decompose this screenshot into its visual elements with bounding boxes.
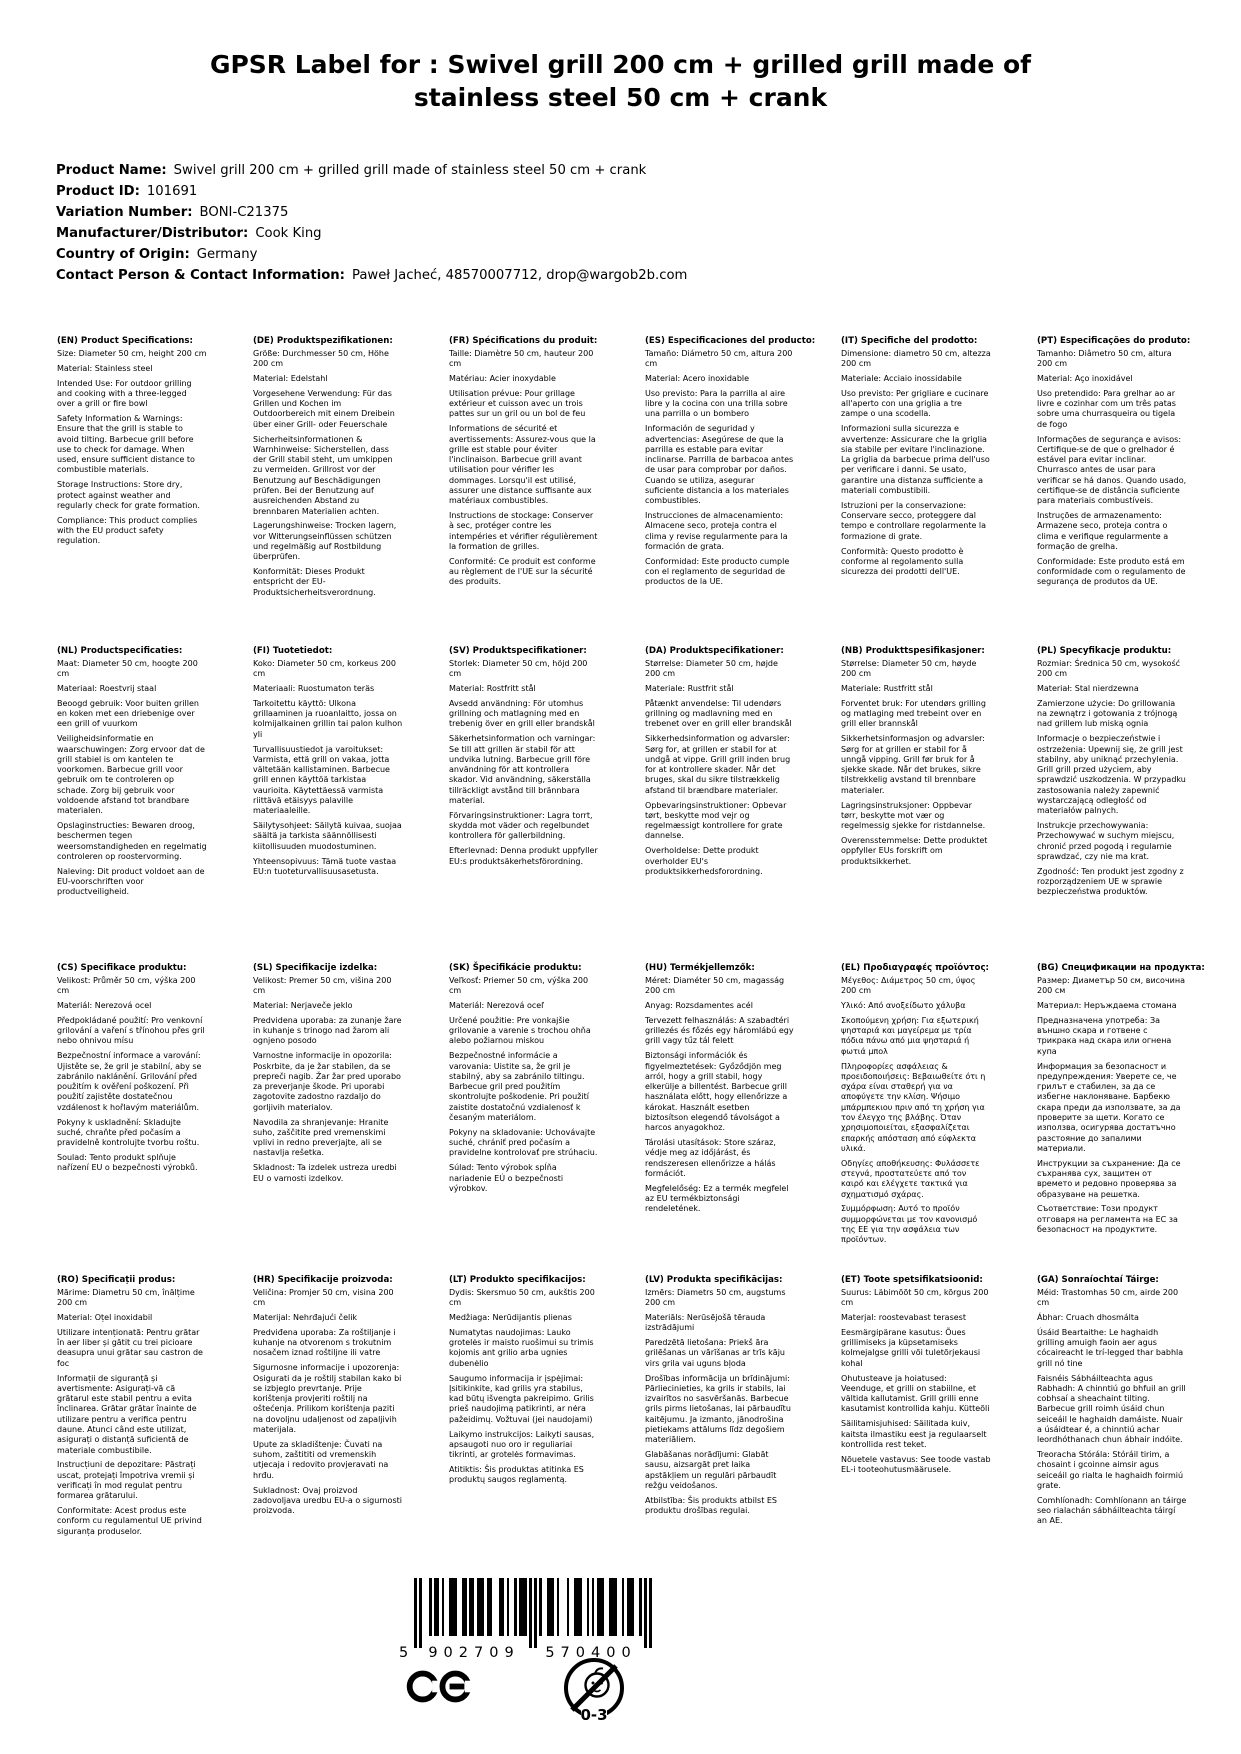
product-info-row (56, 160, 687, 181)
barcode-group-2: 570400 (545, 1645, 637, 1661)
spec-paragraph: Instruções de armazenamento: Armazene seco, proteja contra o clima e verifique regularmente a formação de grelha. (1037, 511, 1169, 552)
spec-paragraph: Intended Use: For outdoor grilling and cooking with a three-legged over a grill or fire bowl (57, 378, 192, 409)
spec-paragraph: Yhteensopivuus: Tämä tuote vastaa EU:n tuoteturvallisuusasetusta. (253, 856, 397, 876)
spec-paragraph: Dimensione: diametro 50 cm, altezza 200 cm (841, 349, 991, 369)
spec-paragraph: Съответствие: Този продукт отговаря на регламента на ЕС за безопасност на продуктите. (1037, 1204, 1178, 1235)
language-block-hu (645, 963, 795, 1275)
spec-paragraph: Material: Oțel inoxidabil (57, 1313, 153, 1323)
language-block-nb (841, 646, 991, 963)
spec-paragraph: Size: Diameter 50 cm, height 200 cm (57, 349, 207, 358)
language-block-es (645, 336, 816, 646)
language-block-heading: (EN) Product Specifications: (57, 336, 193, 346)
spec-paragraph: Atitiktis: Šis produktas atitinka ES produktų saugos reglamentą. (449, 1464, 584, 1485)
spec-paragraph: Drošības informācija un brīdinājumi: Pārliecinieties, ka grils ir stabils, lai izvairītos no sasvēršanās. Barbecue grils pirms lietošanas, lai pārbaudītu kaitējumu. Ja izmanto, jānodrošina pietiekams attālums līdz degošiem materiāliem. (645, 1373, 791, 1445)
language-block-de (253, 336, 403, 646)
spec-paragraph: Varnostne informacije in opozorila: Poskrbite, da je žar stabilen, da se prepreči nagib. Žar žar pred uporabo za preverjanje škode. Pri uporabi zagotovite zadostno razdaljo do gorljivih materialov. (253, 1051, 401, 1112)
spec-paragraph: Taille: Diamètre 50 cm, hauteur 200 cm (449, 349, 594, 369)
spec-paragraph: Velikost: Premer 50 cm, višina 200 cm (253, 976, 392, 996)
spec-paragraph: Materiale: Acciaio inossidabile (841, 374, 962, 384)
spec-paragraph: Conformità: Questo prodotto è conforme al regolamento sulla sicurezza dei prodotti dell'UE. (841, 546, 964, 577)
title-line-2: stainless steel 50 cm + crank (413, 83, 828, 112)
info-value: Swivel grill 200 cm + grilled grill made of stainless steel 50 cm + crank (173, 163, 647, 178)
ce-mark-icon (406, 1668, 472, 1705)
spec-paragraph: Istruzioni per la conservazione: Conservare secco, proteggere dal tempo e controllare regolarmente la formazione di grate. (841, 500, 987, 541)
barcode-first-digit: 5 (399, 1645, 409, 1661)
spec-paragraph: Säilytysohjeet: Säilytä kuivaa, suojaa säältä ja tarkista säännöllisesti kiitollisuuden muodostuminen. (253, 821, 402, 851)
language-block-heading: (LT) Produkto specifikacijos: (449, 1275, 586, 1285)
spec-paragraph: Förvaringsinstruktioner: Lagra torrt, skydda mot väder och regelbundet kontrollera för gallerbildning. (449, 810, 593, 841)
spec-paragraph: Инструкции за съхранение: Да се съхранява сух, защитен от времето и редовно проверява за образуване на решетка. (1037, 1158, 1181, 1199)
spec-paragraph: Materijal: Nehrđajući čelik (253, 1313, 358, 1323)
spec-paragraph: Materiale: Rustfritt stål (841, 684, 933, 694)
language-block-ro (57, 1275, 207, 1542)
spec-paragraph: Sukladnost: Ovaj proizvod zadovoljava uredbu EU-a o sigurnosti proizvoda. (253, 1485, 402, 1516)
spec-paragraph: Informações de segurança e avisos: Certifique-se de que o grelhador é estável para evitar inclinar. Churrasco antes de usar para verificar se há danos. Quando usado, certifique-se de distância suficiente para materiais combustíveis. (1037, 434, 1187, 506)
language-block-hr (253, 1275, 403, 1542)
spec-paragraph: Mărime: Diametru 50 cm, înălțime 200 cm (57, 1288, 195, 1308)
info-label: Country of Origin: (56, 247, 190, 262)
product-info-row (56, 223, 687, 244)
spec-paragraph: Materjal: roostevabast terasest (841, 1313, 966, 1323)
spec-paragraph: Σκοπούμενη χρήση: Για εξωτερική ψησταριά και μαγείρεμα με τρία πόδια πάνω από μια ψησταριά ή φωτιά μπολ (841, 1015, 979, 1056)
spec-paragraph: Méid: Trastomhas 50 cm, airde 200 cm (1037, 1288, 1179, 1308)
language-block-heading: (SK) Špecifikácie produktu: (449, 963, 582, 973)
spec-paragraph: Größe: Durchmesser 50 cm, Höhe 200 cm (253, 349, 389, 369)
spec-paragraph: Conformitate: Acest produs este conform cu regulamentul UE privind siguranța produselor. (57, 1506, 202, 1536)
spec-paragraph: Lagerungshinweise: Trocken lagern, vor Witterungseinflüssen schützen und regelmäßig auf Rostbildung überprüfen. (253, 521, 397, 562)
info-label: Contact Person & Contact Information: (56, 268, 345, 283)
spec-paragraph: Predvidena uporaba: za zunanje žare in kuhanje s trinogo nad žarom ali ognjeno posodo (253, 1015, 402, 1046)
spec-paragraph: Atbilstība: Šis produkts atbilst ES produktu drošības regulai. (645, 1495, 778, 1516)
product-info-row (56, 202, 687, 223)
spec-paragraph: Storlek: Diameter 50 cm, höjd 200 cm (449, 659, 588, 679)
age-warning-0-3-icon (560, 1654, 628, 1728)
spec-paragraph: Sikkerhetsinformasjon og advarsler: Sørg for at grillen er stabil for å unngå vipping. Grill før bruk for å sjekke skade. Når det brukes, sikre tilstrekkelig avstand til brennbare materialer. (841, 734, 985, 795)
language-block-bg (1037, 963, 1205, 1275)
spec-paragraph: Efterlevnad: Denna produkt uppfyller EU:s produktsäkerhetsförordning. (449, 846, 598, 866)
info-label: Product ID: (56, 184, 140, 199)
spec-paragraph: Pokyny na skladovanie: Uchovávajte suché, chrániť pred počasím a pravidelne kontrolovať pre strúhaciu. (449, 1127, 598, 1158)
spec-paragraph: Συμμόρφωση: Αυτό το προϊόν συμμορφώνεται με τον κανονισμό της ΕΕ για την ασφάλεια των προϊόντων. (841, 1204, 978, 1245)
language-block-ga (1037, 1275, 1187, 1542)
spec-paragraph: Material: Nerjaveče jeklo (253, 1001, 353, 1011)
spec-paragraph: Tamaño: Diámetro 50 cm, altura 200 cm (645, 349, 793, 369)
language-block-heading: (HU) Termékjellemzők: (645, 963, 755, 973)
info-label: Manufacturer/Distributor: (56, 226, 249, 241)
language-block-heading: (CS) Specifikace produktu: (57, 963, 187, 973)
spec-paragraph: Navodila za shranjevanje: Hranite suho, zaščitite pred vremenskimi vplivi in redno preverjajte, ali se nastavlja rešetka. (253, 1117, 389, 1158)
language-spec-grid (57, 336, 1205, 1542)
spec-paragraph: Numatytas naudojimas: Lauko grotelės ir maisto ruošimui su trimis kojomis ant grilio arba ugnies dubenėlio (449, 1327, 594, 1368)
language-block-fr (449, 336, 599, 646)
spec-paragraph: Comhlíonadh: Comhlíonann an táirge seo rialachán sábháilteachta táirgí an AE. (1037, 1495, 1187, 1526)
info-value: Germany (196, 247, 258, 262)
language-block-it (841, 336, 991, 646)
language-block-et (841, 1275, 991, 1542)
spec-paragraph: Conformidade: Este produto está em conformidade com o regulamento de segurança de produtos da UE. (1037, 556, 1186, 587)
language-block-heading: (IT) Specifiche del prodotto: (841, 336, 978, 346)
spec-paragraph: Informații de siguranță și avertismente: Asigurați-vă că grătarul este stabil pentru a evita înclinarea. Grătar grătar înainte de utilizare pentru a verifica pentru daune. Atunci când este utilizat, asigurați o distanță suficientă de materiale combustibile. (57, 1373, 197, 1455)
spec-paragraph: Materiał: Stal nierdzewna (1037, 684, 1139, 694)
spec-paragraph: Instrucțiuni de depozitare: Păstrați uscat, protejați împotriva vremii și verificați în mod regulat pentru formarea grătarului. (57, 1460, 196, 1501)
spec-paragraph: Megfelelőség: Ez a termék megfelel az EU termékbiztonsági rendeletének. (645, 1183, 789, 1214)
spec-paragraph: Skladnost: Ta izdelek ustreza uredbi EU o varnosti izdelkov. (253, 1163, 397, 1183)
language-block-sl (253, 963, 403, 1275)
spec-paragraph: Materiál: Nerezová oceľ (449, 1001, 545, 1011)
spec-paragraph: Compliance: This product complies with the EU product safety regulation. (57, 515, 198, 546)
spec-paragraph: Upute za skladištenje: Čuvati na suhom, zaštititi od vremenskih utjecaja i redovito provjeravati na hrđu. (253, 1439, 389, 1480)
info-value: 101691 (146, 184, 198, 199)
spec-paragraph: Predviđena uporaba: Za roštiljanje i kuhanje na otvorenom s trokutnim nosačem iznad roštiljne ili vatre (253, 1327, 396, 1358)
spec-paragraph: Tárolási utasítások: Store száraz, védje meg az időjárást, és rendszeresen ellenőrizze a hálás formációt. (645, 1138, 776, 1179)
ean13-barcode (399, 1578, 652, 1666)
spec-paragraph: Koko: Diameter 50 cm, korkeus 200 cm (253, 659, 396, 679)
spec-paragraph: Glabāšanas norādījumi: Glabāt sausu, aizsargāt pret laika apstākļiem un regulāri pārbaudīt režģu veidošanos. (645, 1450, 777, 1491)
spec-paragraph: Material: Rostfritt stål (449, 684, 536, 694)
spec-paragraph: Určené použitie: Pre vonkajšie grilovanie a varenie s trochou ohňa alebo požiarnou miskou (449, 1015, 591, 1046)
spec-paragraph: Maat: Diameter 50 cm, hoogte 200 cm (57, 659, 198, 679)
spec-paragraph: Materiaali: Ruostumaton teräs (253, 684, 375, 694)
spec-paragraph: Ohutusteave ja hoiatused: Veenduge, et grilli on stabiilne, et vältida kallutamist. Grill grilli enne kasutamist kontrollida kahju. Kütteõli (841, 1373, 990, 1414)
spec-paragraph: Οδηγίες αποθήκευσης: Φυλάσσετε στεγνά, προστατεύετε από τον καιρό και ελέγχετε τακτικά για σχηματισμό σχάρας. (841, 1158, 980, 1199)
product-info-row (56, 265, 687, 286)
spec-paragraph: Informacje o bezpieczeństwie i ostrzeżenia: Upewnij się, że grill jest stabilny, aby uniknąć przechylenia. Grill grill przed użyciem, aby sprawdzić uszkodzenia. W przypadku zastosowania należy zapewnić wystarczającą odległość od materiałów palnych. (1037, 734, 1186, 816)
spec-paragraph: Material: Aço inoxidável (1037, 374, 1133, 384)
spec-paragraph: Säilitamisjuhised: Säilitada kuiv, kaitsta ilmastiku eest ja regulaarselt kontrollida rest teket. (841, 1419, 987, 1449)
spec-paragraph: Izmērs: Diametrs 50 cm, augstums 200 cm (645, 1288, 786, 1308)
info-label: Variation Number: (56, 205, 193, 220)
info-value: Cook King (255, 226, 322, 241)
spec-paragraph: Uso previsto: Per grigliare e cucinare all'aperto con una griglia a tre zampe o una scodella. (841, 388, 989, 419)
spec-paragraph: Treoracha Stórála: Stóráil tirim, a chosaint i gcoinne aimsir agus seiceáil go rialta le haghaidh foirmiú grate. (1037, 1450, 1184, 1491)
spec-paragraph: Zgodność: Ten produkt jest zgodny z rozporządzeniem UE w sprawie bezpieczeństwa produktów. (1037, 866, 1184, 897)
spec-paragraph: Rozmiar: Średnica 50 cm, wysokość 200 cm (1037, 659, 1181, 679)
spec-paragraph: Bezpečnostní informace a varování: Ujistěte se, že gril je stabilní, aby se zabránilo naklánění. Grilování před použitím k ověření poškození. Při použití zajistěte dostatečnou vzdálenost k hořlavým materiálům. (57, 1051, 202, 1112)
spec-paragraph: Súlad: Tento výrobok spĺňa nariadenie EÚ o bezpečnosti výrobkov. (449, 1163, 564, 1193)
language-block-heading: (ES) Especificaciones del producto: (645, 336, 816, 346)
spec-paragraph: Μέγεθος: Διάμετρος 50 cm, ύψος 200 cm (841, 976, 976, 996)
product-info-section (56, 160, 687, 286)
spec-paragraph: Safety Information & Warnings: Ensure that the grill is stable to avoid tilting. Barbecue grill before use to check for damage. When used, ensure sufficient distance to combustible materials. (57, 413, 195, 475)
spec-paragraph: Предназначена употреба: За външно скара и готвене с трикрака над скара или огнена купа (1037, 1015, 1172, 1056)
spec-paragraph: Material: Edelstahl (253, 374, 328, 384)
spec-paragraph: Información de seguridad y advertencias: Asegúrese de que la parrilla es estable para evitar inclinarse. Parrilla de barbacoa antes de usar para comprobar por daños. Cuando se utiliza, asegurar suficiente distancia a los materiales combustibles. (645, 424, 794, 506)
language-block-fi (253, 646, 403, 963)
info-value: Paweł Jacheć, 48570007712, drop@wargob2b.com (351, 268, 688, 283)
spec-paragraph: Informazioni sulla sicurezza e avvertenze: Assicurare che la griglia sia stabile per evitare l'inclinazione. La griglia da barbecue prima dell'uso per verificare i danni. Se usato, garantire una distanza sufficiente a materiali combustibili. (841, 424, 990, 496)
spec-paragraph: Zamierzone użycie: Do grillowania na zewnątrz i gotowania z trójnogą nad grillem lub miską ognia (1037, 698, 1178, 729)
language-block-heading: (BG) Спецификации на продукта: (1037, 963, 1205, 973)
spec-paragraph: Overensstemmelse: Dette produktet oppfyller EUs forskrift om produktsikkerhet. (841, 835, 988, 866)
spec-paragraph: Instrucciones de almacenamiento: Almacene seco, proteja contra el clima y revise regularmente para la formación de grata. (645, 511, 788, 552)
language-block-heading: (PL) Specyfikacje produktu: (1037, 646, 1172, 656)
language-block-heading: (NL) Productspecificaties: (57, 646, 183, 656)
info-value: BONI-C21375 (199, 205, 289, 220)
spec-paragraph: Turvallisuustiedot ja varoitukset: Varmista, että grill on vakaa, jotta vältetään kallistaminen. Barbecue grill ennen käyttöä tarkistaa vaurioita. Käytettäessä varmista riittävä etäisyys palaville materiaaleille. (253, 744, 390, 816)
language-block-heading: (SV) Produktspecifikationer: (449, 646, 587, 656)
language-block-heading: (SL) Specifikacije izdelka: (253, 963, 378, 973)
spec-paragraph: Vorgesehene Verwendung: Für das Grillen und Kochen im Outdoorbereich mit einem Dreibein über einer Grill- oder Feuerschale (253, 388, 395, 429)
spec-paragraph: Instrukcje przechowywania: Przechowywać w suchym miejscu, chronić przed pogodą i regularnie sprawdzać, czy nie ma krat. (1037, 821, 1175, 862)
spec-paragraph: Instructions de stockage: Conserver à sec, protéger contre les intempéries et vérifier régulièrement la formation de grilles. (449, 511, 598, 552)
spec-paragraph: Tervezett felhasználás: A szabadtéri grillezés és főzés egy háromlábú egy grill vagy tűz tál felett (645, 1015, 794, 1046)
spec-paragraph: Storage Instructions: Store dry, protect against weather and regularly check for grate formation. (57, 480, 200, 510)
spec-paragraph: Uso pretendido: Para grelhar ao ar livre e cozinhar com um três patas sobre uma churrasqueira ou tigela de fogo (1037, 388, 1176, 429)
spec-paragraph: Anyag: Rozsdamentes acél (645, 1001, 753, 1011)
spec-paragraph: Material: Acero inoxidable (645, 374, 750, 384)
spec-paragraph: Πληροφορίες ασφάλειας & προειδοποιήσεις: Βεβαιωθείτε ότι η σχάρα είναι σταθερή για να αποφύγετε την κλίση. Ψήσιμο μπάρμπεκιου πριν από τη χρήση για τον έλεγχο της βλάβης. Όταν χρησιμοποιείται, εξασφαλίζεται επαρκής απόσταση από εύφλεκτα υλικά. (841, 1061, 986, 1153)
spec-paragraph: Conformidad: Este producto cumple con el reglamento de seguridad de productos de la UE. (645, 556, 790, 587)
spec-paragraph: Eesmärgipärane kasutus: Õues grillimiseks ja küpsetamiseks kolmejalgse grilli või tuletõrjekausi kohal (841, 1327, 981, 1368)
spec-paragraph: Medžiaga: Nerūdijantis plienas (449, 1313, 572, 1323)
spec-paragraph: Veľkosť: Priemer 50 cm, výška 200 cm (449, 976, 589, 996)
info-label: Product Name: (56, 163, 167, 178)
spec-paragraph: Předpokládané použití: Pro venkovní grilování a vaření s třínohou přes gril nebo ohnivou mísu (57, 1015, 205, 1046)
language-block-sk (449, 963, 599, 1275)
spec-paragraph: Informations de sécurité et avertissements: Assurez-vous que la grille est stable pour éviter l'inclinaison. Barbecue grill avant utilisation pour vérifier les dommages. Lorsqu'il est utilisé, assurer une distance suffisante aux matériaux combustibles. (449, 424, 596, 506)
barcode-group-1: 902709 (428, 1645, 520, 1661)
language-block-sv (449, 646, 599, 963)
barcode-bars (414, 1578, 652, 1648)
language-block-pt (1037, 336, 1191, 646)
spec-paragraph: Velikost: Průměr 50 cm, výška 200 cm (57, 976, 196, 996)
product-info-row (56, 181, 687, 202)
spec-paragraph: Размер: Диаметър 50 см, височина 200 см (1037, 976, 1186, 996)
spec-paragraph: Úsáid Beartaithe: Le haghaidh grilling amuigh faoin aer agus cócaireacht le trí-legged thar babhla grill nó tine (1037, 1327, 1184, 1368)
spec-paragraph: Beoogd gebruik: Voor buiten grillen en koken met een driebenige over een grill of vuurkom (57, 698, 199, 729)
language-block-heading: (FI) Tuotetiedot: (253, 646, 333, 656)
spec-paragraph: Materiāls: Nerūsējošā tērauda izstrādājumi (645, 1313, 766, 1333)
spec-paragraph: Suurus: Läbimõõt 50 cm, kõrgus 200 cm (841, 1288, 989, 1308)
spec-paragraph: Sicherheitsinformationen & Warnhinweise: Sicherstellen, dass der Grill stabil steht, um umkippen zu vermeiden. Grillrost vor der Benutzung auf Beschädigungen prüfen. Bei der Benutzung auf ausreichenden Abstand zu brennbaren Materialien achten. (253, 434, 393, 516)
language-block-heading: (GA) Sonraíochtaí Táirge: (1037, 1275, 1159, 1285)
spec-paragraph: Ábhar: Cruach dhosmálta (1037, 1313, 1139, 1323)
spec-paragraph: Bezpečnostné informácie a varovania: Uistite sa, že gril je stabilný, aby sa zabránilo tiltingu. Barbecue gril pred použitím skontrolujte poškodenie. Pri použití zaistite dostatočnú vzdialenosť k česaným materiálom. (449, 1051, 589, 1123)
spec-paragraph: Uso previsto: Para la parrilla al aire libre y la cocina con una trilla sobre una parrilla o un bombero (645, 388, 788, 419)
language-block-lv (645, 1275, 795, 1542)
spec-paragraph: Påtænkt anvendelse: Til udendørs grillning og madlavning med en trebenet over en grill eller brandskål (645, 698, 792, 729)
spec-paragraph: Material: Stainless steel (57, 363, 153, 373)
language-block-heading: (PT) Especificações do produto: (1037, 336, 1191, 346)
spec-paragraph: Lagringsinstruksjoner: Oppbevar tørr, beskytte mot vær og regelmessig sjekke for ristdannelse. (841, 800, 986, 831)
language-block-el (841, 963, 991, 1275)
spec-paragraph: Sigurnosne informacije i upozorenja: Osigurati da je roštilj stabilan kako bi se izbjeglo prevrtanje. Prije korištenja provjeriti roštilj na oštećenja. Prilikom korištenja paziti na dovoljnu udaljenost od zapaljivih materijala. (253, 1363, 402, 1435)
spec-paragraph: Tarkoitettu käyttö: Ulkona grillaaminen ja ruoanlaitto, jossa on kolmijalkainen grillin tai palon kulhon yli (253, 698, 403, 739)
language-block-heading: (RO) Specificații produs: (57, 1275, 176, 1285)
spec-paragraph: Materiaal: Roestvrij staal (57, 684, 157, 694)
spec-paragraph: Paredzētā lietošana: Priekš āra grilēšanas un vārīšanas ar trīs kāju virs grila vai uguns bļoda (645, 1338, 785, 1368)
spec-paragraph: Utilizare intenționată: Pentru grătar în aer liber și gătit cu trei picioare deasupra unui grătar sau castron de foc (57, 1327, 203, 1368)
page-title (0, 48, 1241, 114)
spec-paragraph: Biztonsági információk és figyelmeztetések: Győződjön meg arról, hogy a grill stabil, hogy elkerülje a billentést. Barbecue grill használata előtt, hogy ellenőrizze a károkat. Használt esetben biztosítson elegendő távolságot a harcos anyagokhoz. (645, 1051, 788, 1133)
spec-paragraph: Nõuetele vastavus: See toode vastab EL-i tooteohutusmäärusele. (841, 1454, 991, 1474)
spec-paragraph: Konformität: Dieses Produkt entspricht der EU-Produktsicherheitsverordnung. (253, 567, 376, 597)
title-line-1: GPSR Label for : Swivel grill 200 cm + grilled grill made of (209, 50, 1032, 79)
spec-paragraph: Материал: Неръждаема стомана (1037, 1001, 1177, 1011)
spec-paragraph: Veličina: Promjer 50 cm, visina 200 cm (253, 1288, 394, 1308)
language-block-heading: (DE) Produktspezifikationen: (253, 336, 393, 346)
language-block-en (57, 336, 207, 646)
spec-paragraph: Opslaginstructies: Bewaren droog, beschermen tegen weersomstandigheden en regelmatig controleren op roostervorming. (57, 821, 207, 862)
spec-paragraph: Soulad: Tento produkt splňuje nařízení EU o bezpečnosti výrobků. (57, 1152, 198, 1173)
language-block-heading: (DA) Produktspecifikationer: (645, 646, 784, 656)
language-block-da (645, 646, 795, 963)
spec-paragraph: Pokyny k uskladnění: Skladujte suché, chraňte před počasím a pravidelně kontrolujte tvorbu roštu. (57, 1117, 200, 1148)
spec-paragraph: Overholdelse: Dette produkt overholder EU's produktsikkerhedsforordning. (645, 846, 763, 876)
spec-paragraph: Conformité: Ce produit est conforme au règlement de l'UE sur la sécurité des produits. (449, 556, 596, 587)
language-block-heading: (NB) Produkttspesifikasjoner: (841, 646, 985, 656)
language-block-nl (57, 646, 207, 963)
language-block-pl (1037, 646, 1187, 963)
spec-paragraph: Materiale: Rustfrit stål (645, 684, 734, 694)
language-block-heading: (ET) Toote spetsifikatsioonid: (841, 1275, 983, 1285)
product-info-row (56, 244, 687, 265)
spec-paragraph: Tamanho: Diâmetro 50 cm, altura 200 cm (1037, 349, 1172, 369)
spec-paragraph: Utilisation prévue: Pour grillage extérieur et cuisson avec un trois pattes sur un gril ou un bol de feu (449, 388, 586, 419)
spec-paragraph: Størrelse: Diameter 50 cm, højde 200 cm (645, 659, 778, 679)
spec-paragraph: Dydis: Skersmuo 50 cm, aukštis 200 cm (449, 1288, 595, 1308)
spec-paragraph: Veiligheidsinformatie en waarschuwingen: Zorg ervoor dat de grill stabiel is om kantelen te voorkomen. Barbecue grill voor gebruik om te controleren op schade. Zorg bij gebruik voor voldoende afstand tot brandbare materialen. (57, 734, 205, 816)
language-block-heading: (FR) Spécifications du produit: (449, 336, 598, 346)
language-block-lt (449, 1275, 599, 1542)
spec-paragraph: Υλικό: Από ανοξείδωτο χάλυβα (841, 1001, 966, 1011)
language-block-heading: (LV) Produkta specifikācijas: (645, 1275, 783, 1285)
spec-paragraph: Opbevaringsinstruktioner: Opbevar tørt, beskytte mod vejr og regelmæssigt kontrollere for grate dannelse. (645, 800, 787, 841)
spec-paragraph: Matériau: Acier inoxydable (449, 374, 556, 384)
spec-paragraph: Naleving: Dit product voldoet aan de EU-voorschriften voor productveiligheid. (57, 866, 205, 897)
spec-paragraph: Avsedd användning: För utomhus grillning och matlagning med en trebenig över en grill eller brandskål (449, 698, 595, 729)
language-block-heading: (EL) Προδιαγραφές προϊόντος: (841, 963, 989, 973)
age-warning-label: 0-3 (580, 1706, 608, 1724)
spec-paragraph: Méret: Diaméter 50 cm, magasság 200 cm (645, 976, 785, 996)
spec-paragraph: Faisnéis Sábháilteachta agus Rabhadh: A chinntiú go bhfuil an grill cobhsaí a sheachaint tilting. Barbecue grill roimh úsáid chun seiceáil le haghaidh damáiste. Nuair a úsáidtear é, a chinntiú achar leordhóthanach chun ábhair indóite. (1037, 1373, 1186, 1445)
spec-paragraph: Saugumo informacija ir įspėjimai: Įsitikinkite, kad grilis yra stabilus, kad būtų išvengta pakreipimo. Grilis prieš naudojimą patikrinti, ar nėra pažeidimų. Vožtuvai (jei naudojami) (449, 1373, 594, 1424)
language-block-cs (57, 963, 207, 1275)
language-block-heading: (HR) Specifikacije proizvoda: (253, 1275, 393, 1285)
spec-paragraph: Säkerhetsinformation och varningar: Se till att grillen är stabil för att undvika lutning. Barbecue grill före användning för att kontrollera skador. Vid användning, säkerställa tillräckligt avstånd till brännbara material. (449, 734, 596, 806)
spec-paragraph: Laikymo instrukcijos: Laikyti sausas, apsaugoti nuo oro ir reguliariai tikrinti, ar grotelės formavimas. (449, 1429, 595, 1460)
spec-paragraph: Информация за безопасност и предупреждения: Уверете се, че грилът е стабилен, за да се избегне наклоняване. Барбекю скара преди да използвате, за да проверите за щети. Когато се използва, осигурява достатъчно разстояние до запалими материали. (1037, 1061, 1181, 1153)
spec-paragraph: Forventet bruk: For utendørs grilling og matlaging med trebeint over en grill eller brannskål (841, 698, 986, 729)
spec-paragraph: Sikkerhedsinformation og advarsler: Sørg for, at grillen er stabil for at undgå at vippe. Grill grill inden brug for at kontrollere skader. Når det bruges, skal du sikre tilstrækkelig afstand til brændbare materialer. (645, 734, 791, 795)
spec-paragraph: Størrelse: Diameter 50 cm, høyde 200 cm (841, 659, 977, 679)
spec-paragraph: Materiál: Nerezová ocel (57, 1001, 152, 1011)
